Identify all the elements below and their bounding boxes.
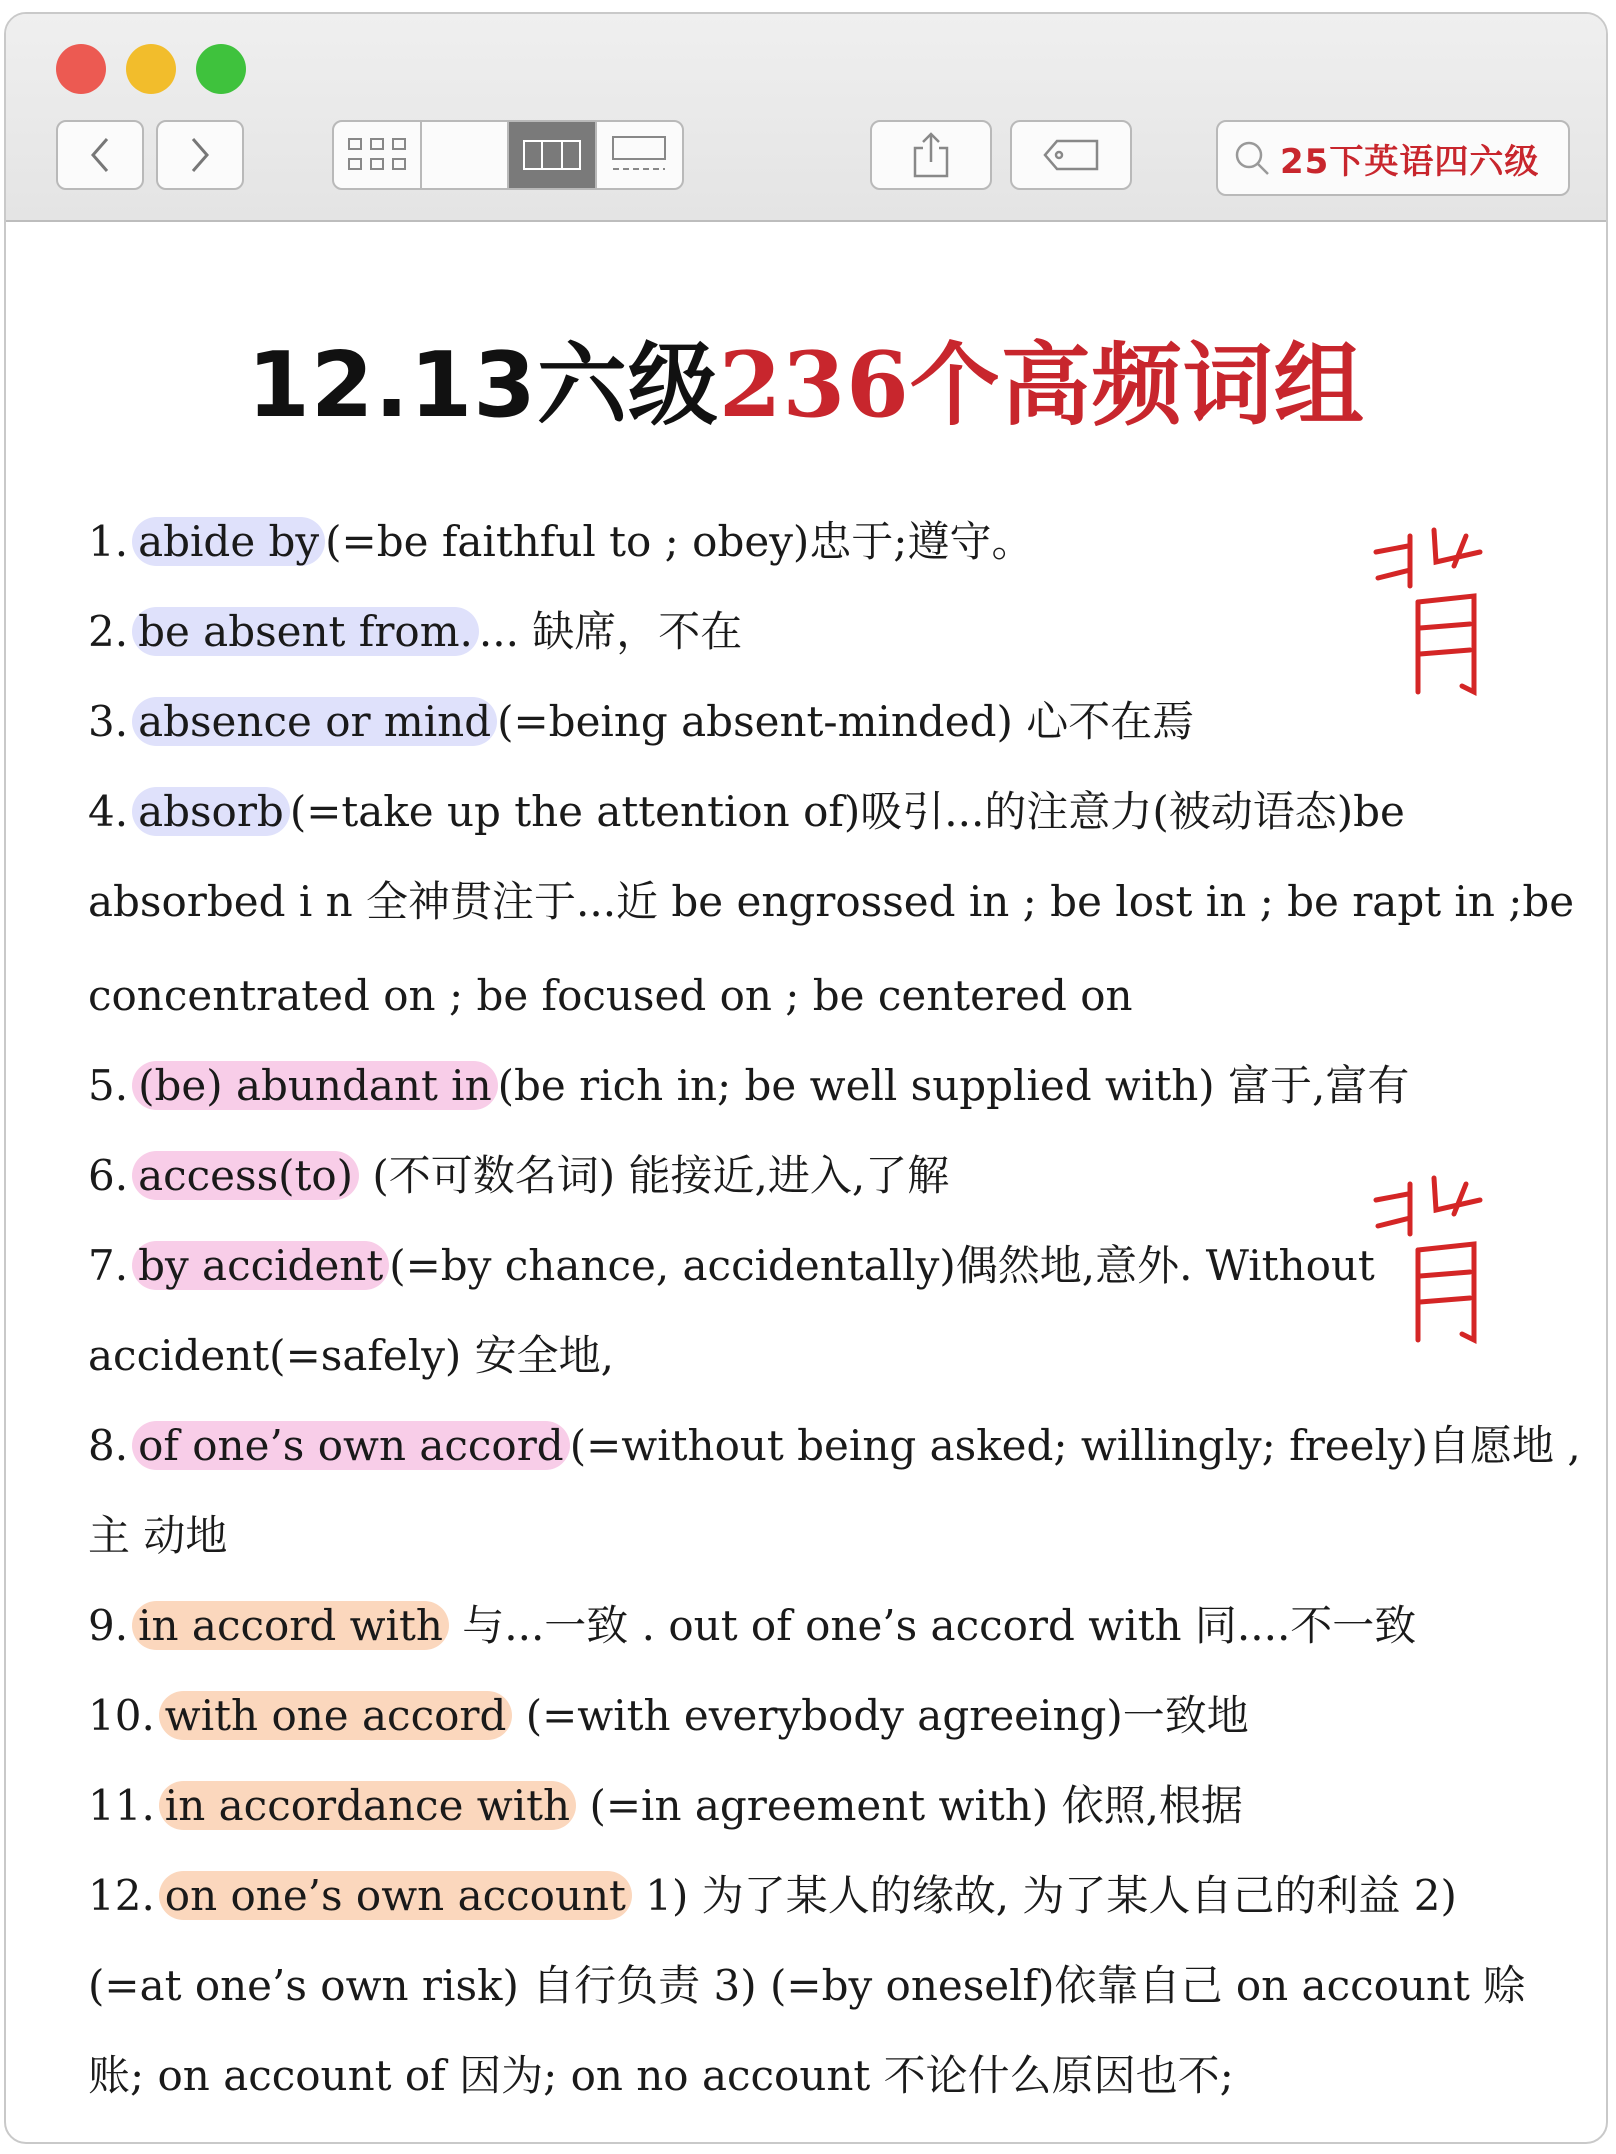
highlighted-phrase: of one’s own accord (132, 1421, 570, 1470)
phrase-entry (88, 512, 1033, 572)
entry-definition: (=with everybody agreeing)一致地 (512, 1691, 1249, 1740)
phrase-entry (88, 602, 742, 662)
highlighted-phrase: be absent from. (132, 607, 479, 656)
entry-continuation: 主 动地 (88, 1511, 228, 1560)
entry-definition: (不可数名词) 能接近,进入,了解 (359, 1151, 950, 1200)
title-number: 236 (718, 332, 910, 438)
handwritten-bei-mark (1370, 522, 1520, 702)
back-button[interactable] (56, 120, 144, 190)
entry-continuation: absorbed i n 全神贯注于...近 be engrossed in ; be lost in ; be rapt in ;be (88, 877, 1575, 926)
phrase-entry (88, 1056, 1409, 1116)
entry-number: 3. (88, 697, 129, 746)
tag-button[interactable] (1010, 120, 1132, 190)
highlighted-phrase: with one accord (159, 1691, 513, 1740)
grid-view-icon (347, 135, 407, 175)
entry-definition: (=be faithful to ; obey)忠于;遵守。 (325, 517, 1034, 566)
entry-number: 2. (88, 607, 129, 656)
search-icon (1232, 138, 1272, 178)
entry-continuation: accident(=safely) 安全地, (88, 1331, 615, 1380)
entry-number: 5. (88, 1061, 129, 1110)
title-suffix: 个高频词组 (909, 333, 1365, 438)
column-view-icon (522, 137, 582, 173)
entry-definition: (=in agreement with) 依照,根据 (576, 1781, 1243, 1830)
highlighted-phrase: on one’s own account (159, 1871, 632, 1920)
entry-definition: (=being absent-minded) 心不在焉 (497, 697, 1195, 746)
column-view-button[interactable] (509, 122, 597, 188)
document-content (6, 222, 1606, 2142)
search-field[interactable] (1216, 120, 1570, 196)
minimize-button[interactable] (126, 44, 176, 94)
back-icon (85, 135, 115, 175)
entry-number: 1. (88, 517, 129, 566)
phrase-entry (88, 1416, 1581, 1476)
entry-continuation: concentrated on ; be focused on ; be centered on (88, 971, 1133, 1020)
close-button[interactable] (56, 44, 106, 94)
phrase-entry (88, 1146, 949, 1206)
entry-number: 11. (88, 1781, 155, 1830)
search-text: 25下英语四六级 (1280, 141, 1540, 182)
app-window (4, 12, 1608, 2144)
phrase-entry (88, 1596, 1416, 1656)
cover-flow-button[interactable] (597, 122, 683, 188)
forward-icon (185, 135, 215, 175)
entry-number: 10. (88, 1691, 155, 1740)
view-switcher (332, 120, 684, 190)
phrase-entry (88, 1236, 1375, 1296)
entry-definition: (=take up the attention of)吸引...的注意力(被动语态)be (289, 787, 1405, 836)
entry-number: 8. (88, 1421, 129, 1470)
highlighted-phrase: abide by (132, 517, 325, 566)
entry-number: 12. (88, 1871, 155, 1920)
entry-continuation: (=at one’s own risk) 自行负责 3) (=by oneself)依靠自己 on account 赊 (88, 1961, 1526, 2010)
highlighted-phrase: in accord with (132, 1601, 449, 1650)
phrase-entry (88, 1776, 1243, 1836)
zoom-button[interactable] (196, 44, 246, 94)
share-button[interactable] (870, 120, 992, 190)
highlighted-phrase: access(to) (132, 1151, 359, 1200)
toolbar (6, 14, 1606, 222)
page-title (6, 312, 1606, 442)
highlighted-phrase: absorb (132, 787, 290, 836)
phrase-entry (88, 1686, 1249, 1746)
entry-definition: 1) 为了某人的缘故, 为了某人自己的利益 2) (631, 1871, 1457, 1920)
entry-definition: ... 缺席，不在 (478, 607, 743, 656)
tag-icon (1041, 137, 1101, 173)
title-prefix: 12.13六级 (247, 333, 719, 438)
entry-definition: (=by chance, accidentally)偶然地,意外. Without (389, 1241, 1375, 1290)
phrase-entry (88, 692, 1194, 752)
forward-button[interactable] (156, 120, 244, 190)
highlighted-phrase: absence or mind (132, 697, 497, 746)
highlighted-phrase: in accordance with (159, 1781, 576, 1830)
entry-number: 4. (88, 787, 129, 836)
grid-view-button[interactable] (334, 122, 422, 188)
entry-number: 9. (88, 1601, 129, 1650)
entry-definition: (be rich in; be well supplied with) 富于,富有 (497, 1061, 1410, 1110)
phrase-entry (88, 1866, 1457, 1926)
highlighted-phrase: (be) abundant in (132, 1061, 498, 1110)
share-icon (911, 130, 951, 180)
entry-definition: (=without being asked; willingly; freely)自愿地 , (569, 1421, 1581, 1470)
handwritten-bei-mark (1370, 1170, 1520, 1350)
entry-definition: 与...一致 . out of one’s accord with 同....不一致 (448, 1601, 1417, 1650)
entry-number: 6. (88, 1151, 129, 1200)
entry-number: 7. (88, 1241, 129, 1290)
highlighted-phrase: by accident (132, 1241, 389, 1290)
phrase-entry (88, 782, 1405, 842)
cover-flow-icon (609, 135, 669, 175)
entry-continuation: 账; on account of 因为; on no account 不论什么原因也不; (88, 2051, 1234, 2100)
list-view-button[interactable] (422, 122, 510, 188)
